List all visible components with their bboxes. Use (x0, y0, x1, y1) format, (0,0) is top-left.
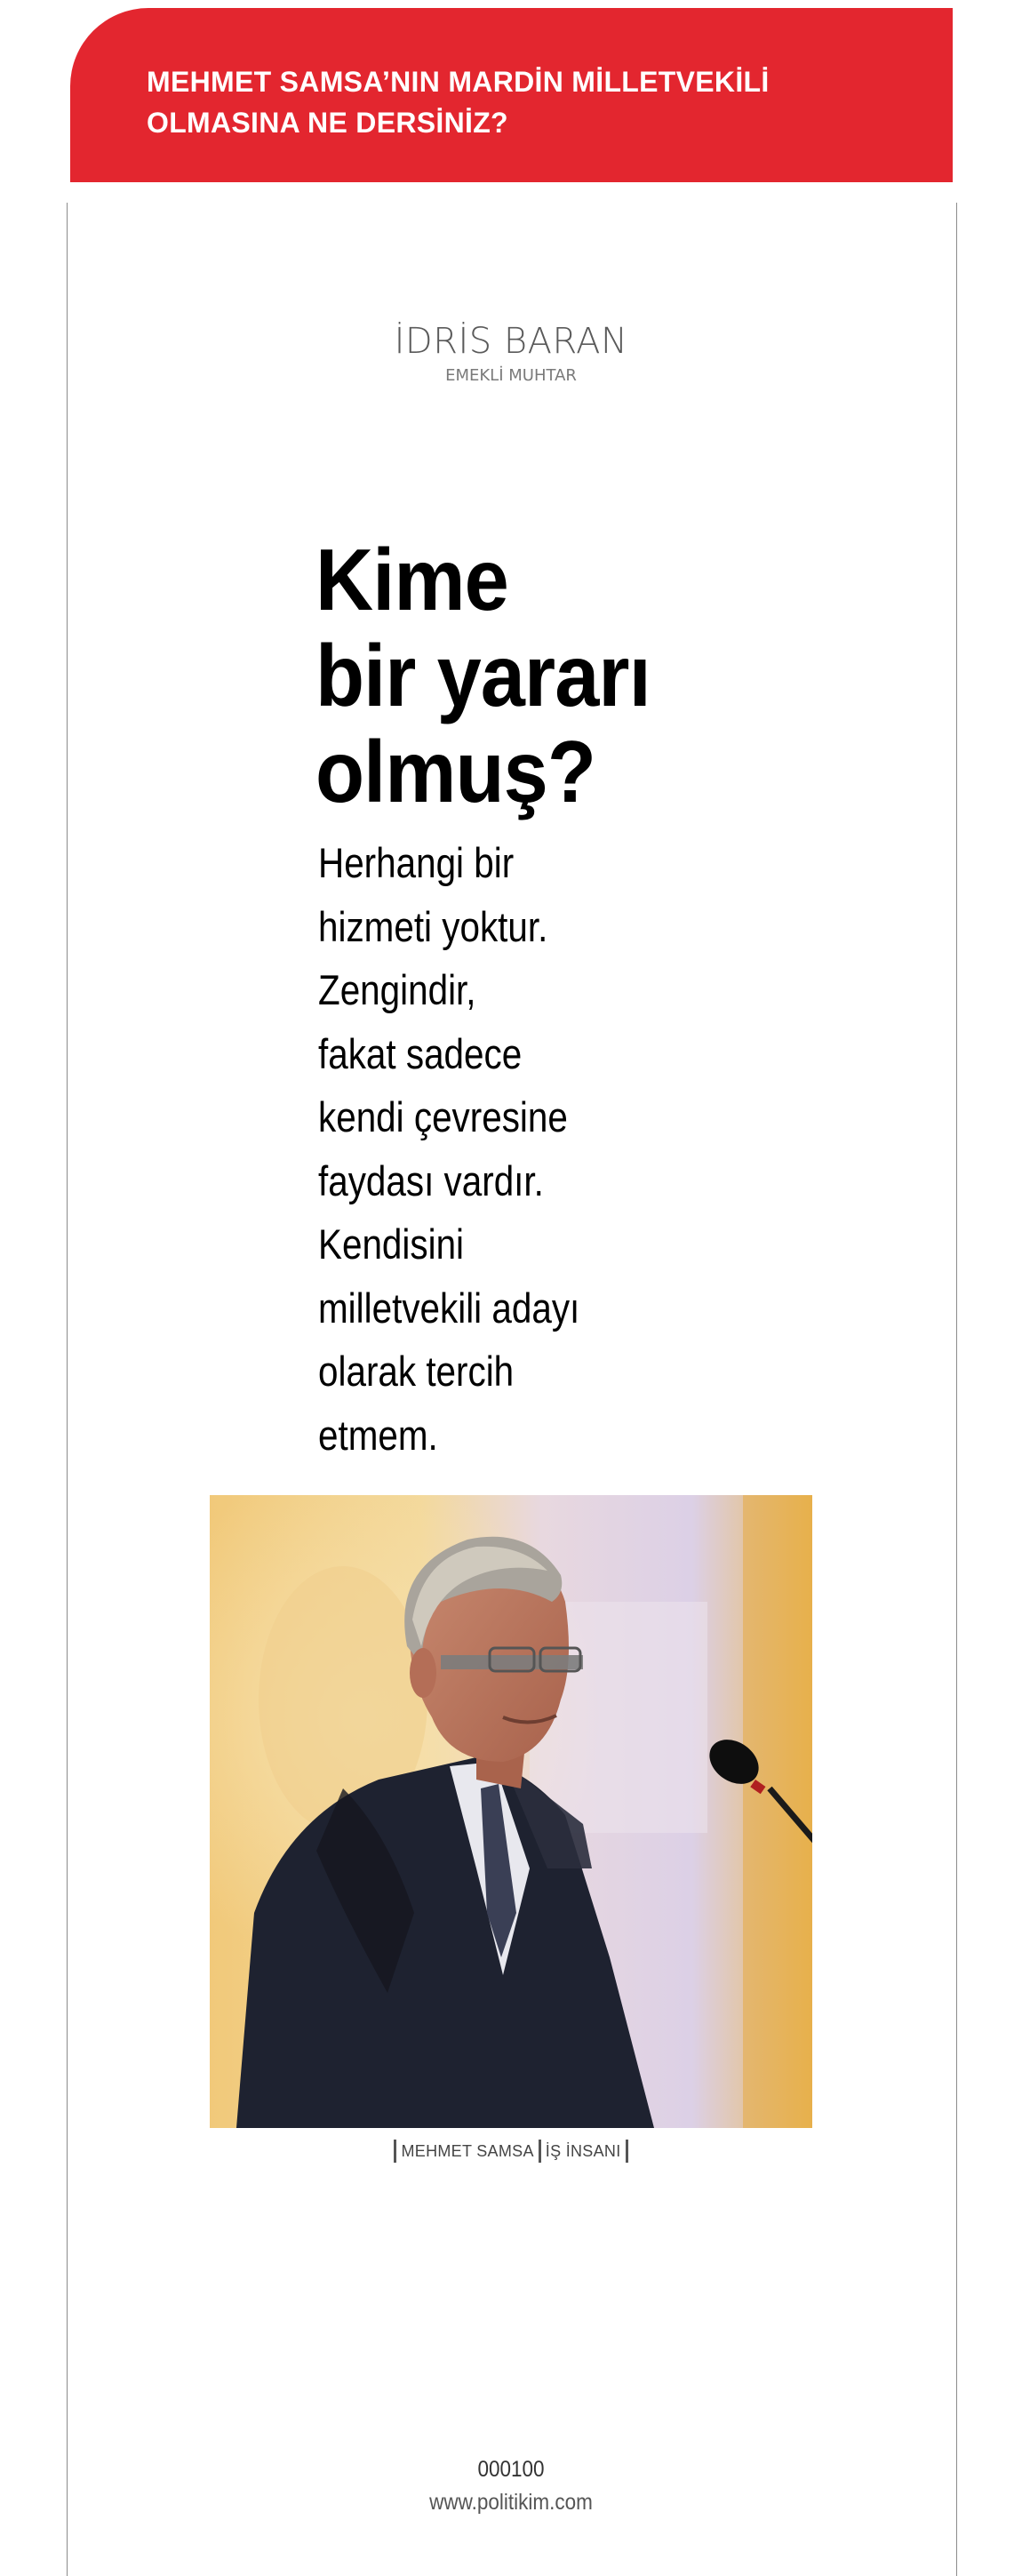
header-title-line-2: OLMASINA NE DERSİNİZ? (147, 107, 508, 139)
quote-body (318, 831, 700, 1467)
author-title: EMEKLİ MUHTAR (445, 366, 577, 385)
quote-line: etmem. (318, 1411, 438, 1459)
headline (315, 532, 806, 820)
headline-line: olmuş? (315, 723, 596, 820)
quote-line: Kendisini (318, 1220, 465, 1268)
quote-line: olarak tercih (318, 1348, 515, 1395)
footer-code: 000100 (477, 2457, 545, 2482)
quote-line: milletvekili adayı (318, 1284, 580, 1332)
quote-line: kendi çevresine (318, 1093, 568, 1140)
header-banner (70, 8, 953, 182)
headline-line: bir yararı (315, 627, 651, 724)
frame-right-border (956, 203, 957, 2576)
quote-line: Zengindir, (318, 966, 476, 1013)
author-block (0, 320, 1022, 388)
footer (0, 2455, 1022, 2517)
caption-divider (626, 2140, 628, 2163)
headline-line: Kime (315, 531, 508, 628)
caption-role: İŞ İNSANI (545, 2142, 621, 2160)
caption-name: MEHMET SAMSA (401, 2142, 534, 2160)
caption-divider (539, 2140, 541, 2163)
quote-line: faydası vardır. (318, 1156, 544, 1204)
photo-caption (0, 2140, 1022, 2163)
quote-line: fakat sadece (318, 1029, 523, 1077)
quote-line: hizmeti yoktur. (318, 902, 548, 950)
frame-left-border (67, 203, 68, 2576)
footer-url: www.politikim.com (429, 2490, 593, 2515)
header-title-line-1: MEHMET SAMSA’NIN MARDİN MİLLETVEKİLİ (147, 66, 770, 98)
speaker-photo (210, 1495, 812, 2128)
author-name: İDRİS BARAN (394, 321, 628, 362)
quote-line: Herhangi bir (318, 839, 515, 886)
caption-divider (394, 2140, 396, 2163)
